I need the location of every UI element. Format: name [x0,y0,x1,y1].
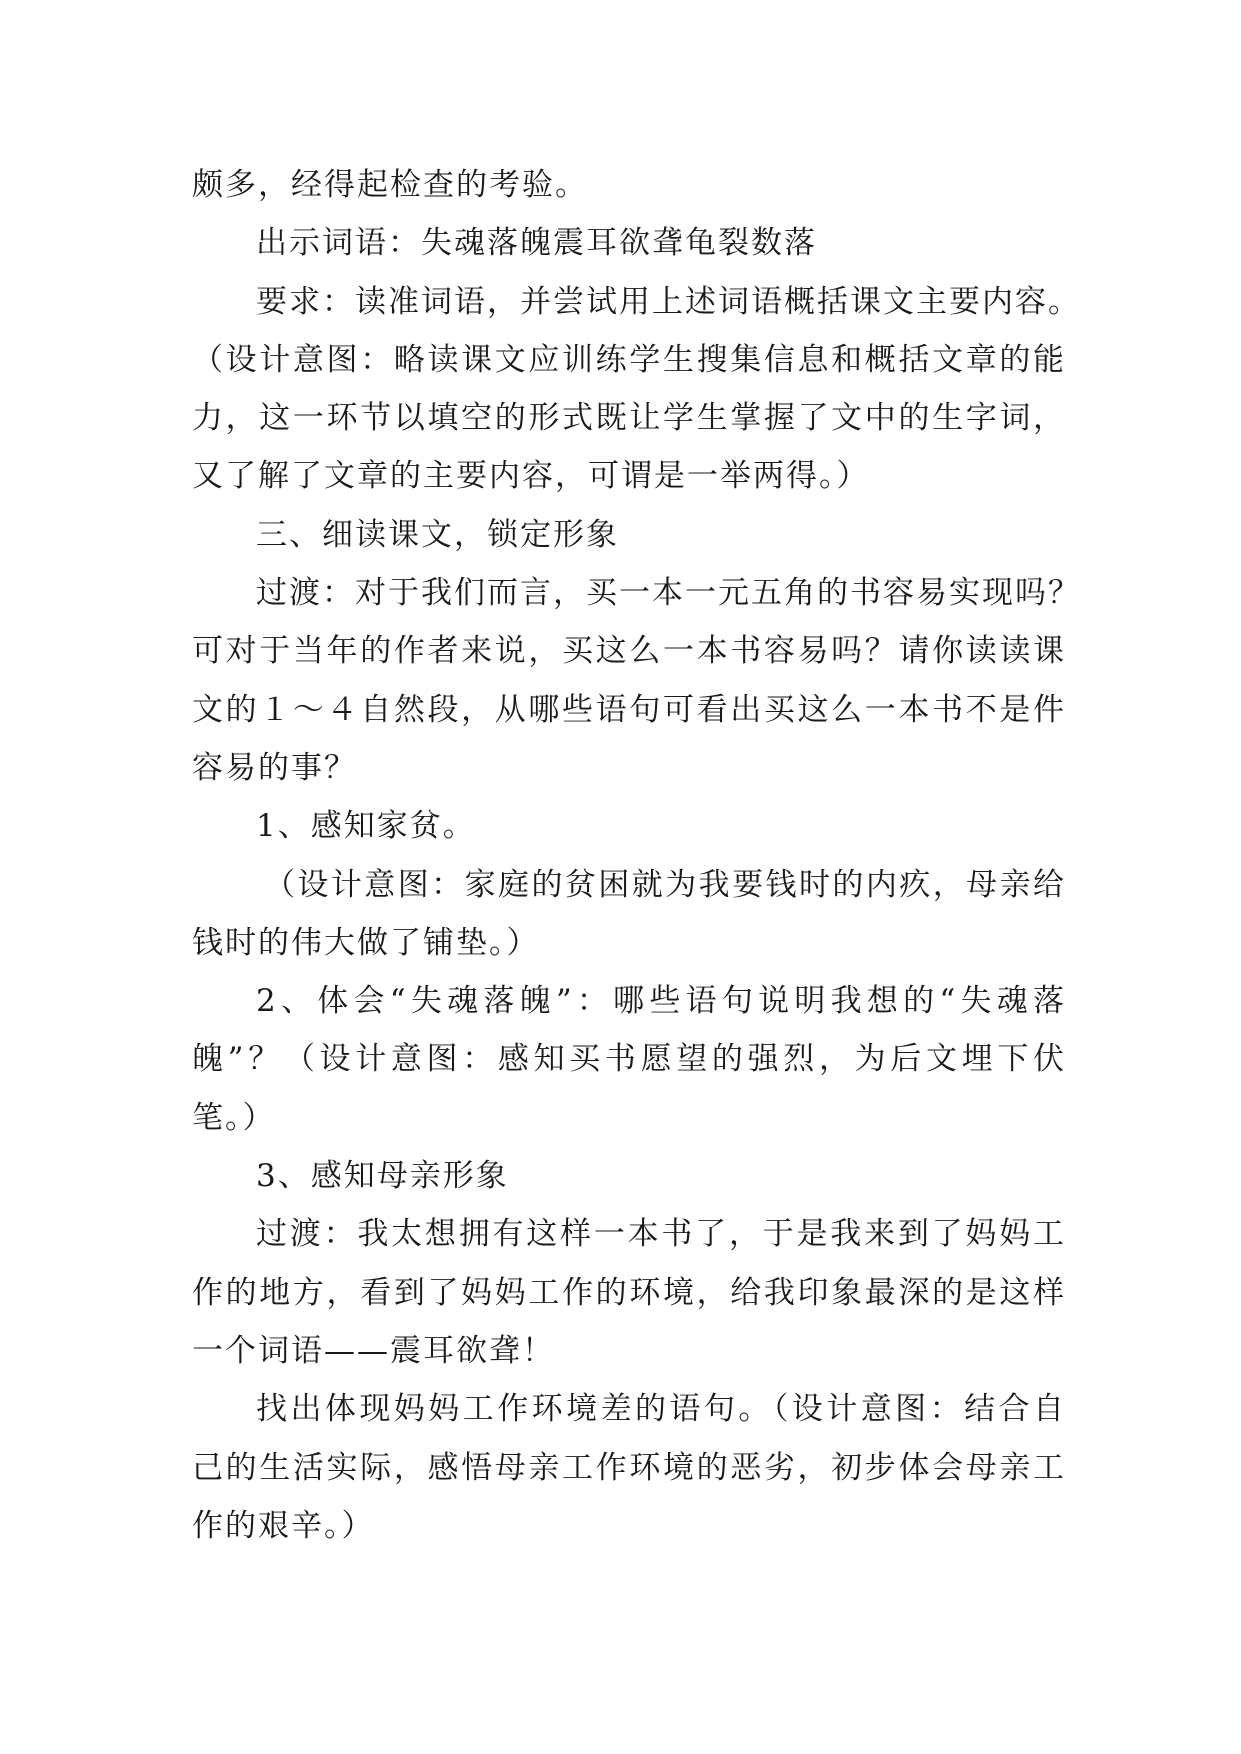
section-heading: 三、细读课文，锁定形象 [256,516,619,553]
text-line: 找出体现妈妈工作环境差的语句。（设计意图：结合自 [256,1391,1066,1428]
subsection-heading: 1、感知家贫。 [256,808,476,845]
text-line: 魄”？（设计意图：感知买书愿望的强烈，为后文埋下伏 [192,1041,1066,1078]
text-line: 文的１～４自然段，从哪些语句可看出买这么一本书不是件 [192,691,1066,728]
text-line: 力，这一环节以填空的形式既让学生掌握了文中的生字词， [192,400,1066,437]
text-line: 一个词语——震耳欲聋！ [192,1332,555,1369]
text-line: 可对于当年的作者来说，买这么一本书容易吗？请你读读课 [192,633,1066,670]
text-line: 笔。） [192,1099,276,1136]
text-line: 钱时的伟大做了铺垫。） [192,924,540,961]
text-line: 颇多，经得起检查的考验。 [192,167,588,203]
text-line: 作的地方，看到了妈妈工作的环境，给我印象最深的是这样 [192,1274,1066,1311]
text-line: 作的艰辛。） [192,1507,375,1544]
text-line: 要求：读准词语，并尝试用上述词语概括课文主要内容。 [256,283,1081,320]
text-line: （设计意图：家庭的贫困就为我要钱时的内疚，母亲给 [264,866,1066,903]
text-line: 出示词语：失魂落魄震耳欲聋龟裂数落 [256,225,817,262]
text-line: 过渡：对于我们而言，买一本一元五角的书容易实现吗？ [256,575,1081,612]
document-body [192,156,1081,1555]
text-line: 2、体会“失魂落魄”：哪些语句说明我想的“失魂落 [256,983,1066,1020]
text-line: 过渡：我太想拥有这样一本书了，于是我来到了妈妈工 [256,1216,1066,1253]
subsection-heading: 3、感知母亲形象 [256,1158,509,1195]
text-line: 又了解了文章的主要内容，可谓是一举两得。） [192,458,870,495]
text-line: 容易的事？ [192,749,357,786]
text-line: 己的生活实际，感悟母亲工作环境的恶劣，初步体会母亲工 [192,1449,1066,1486]
text-line: （设计意图：略读课文应训练学生搜集信息和概括文章的能 [192,341,1066,378]
